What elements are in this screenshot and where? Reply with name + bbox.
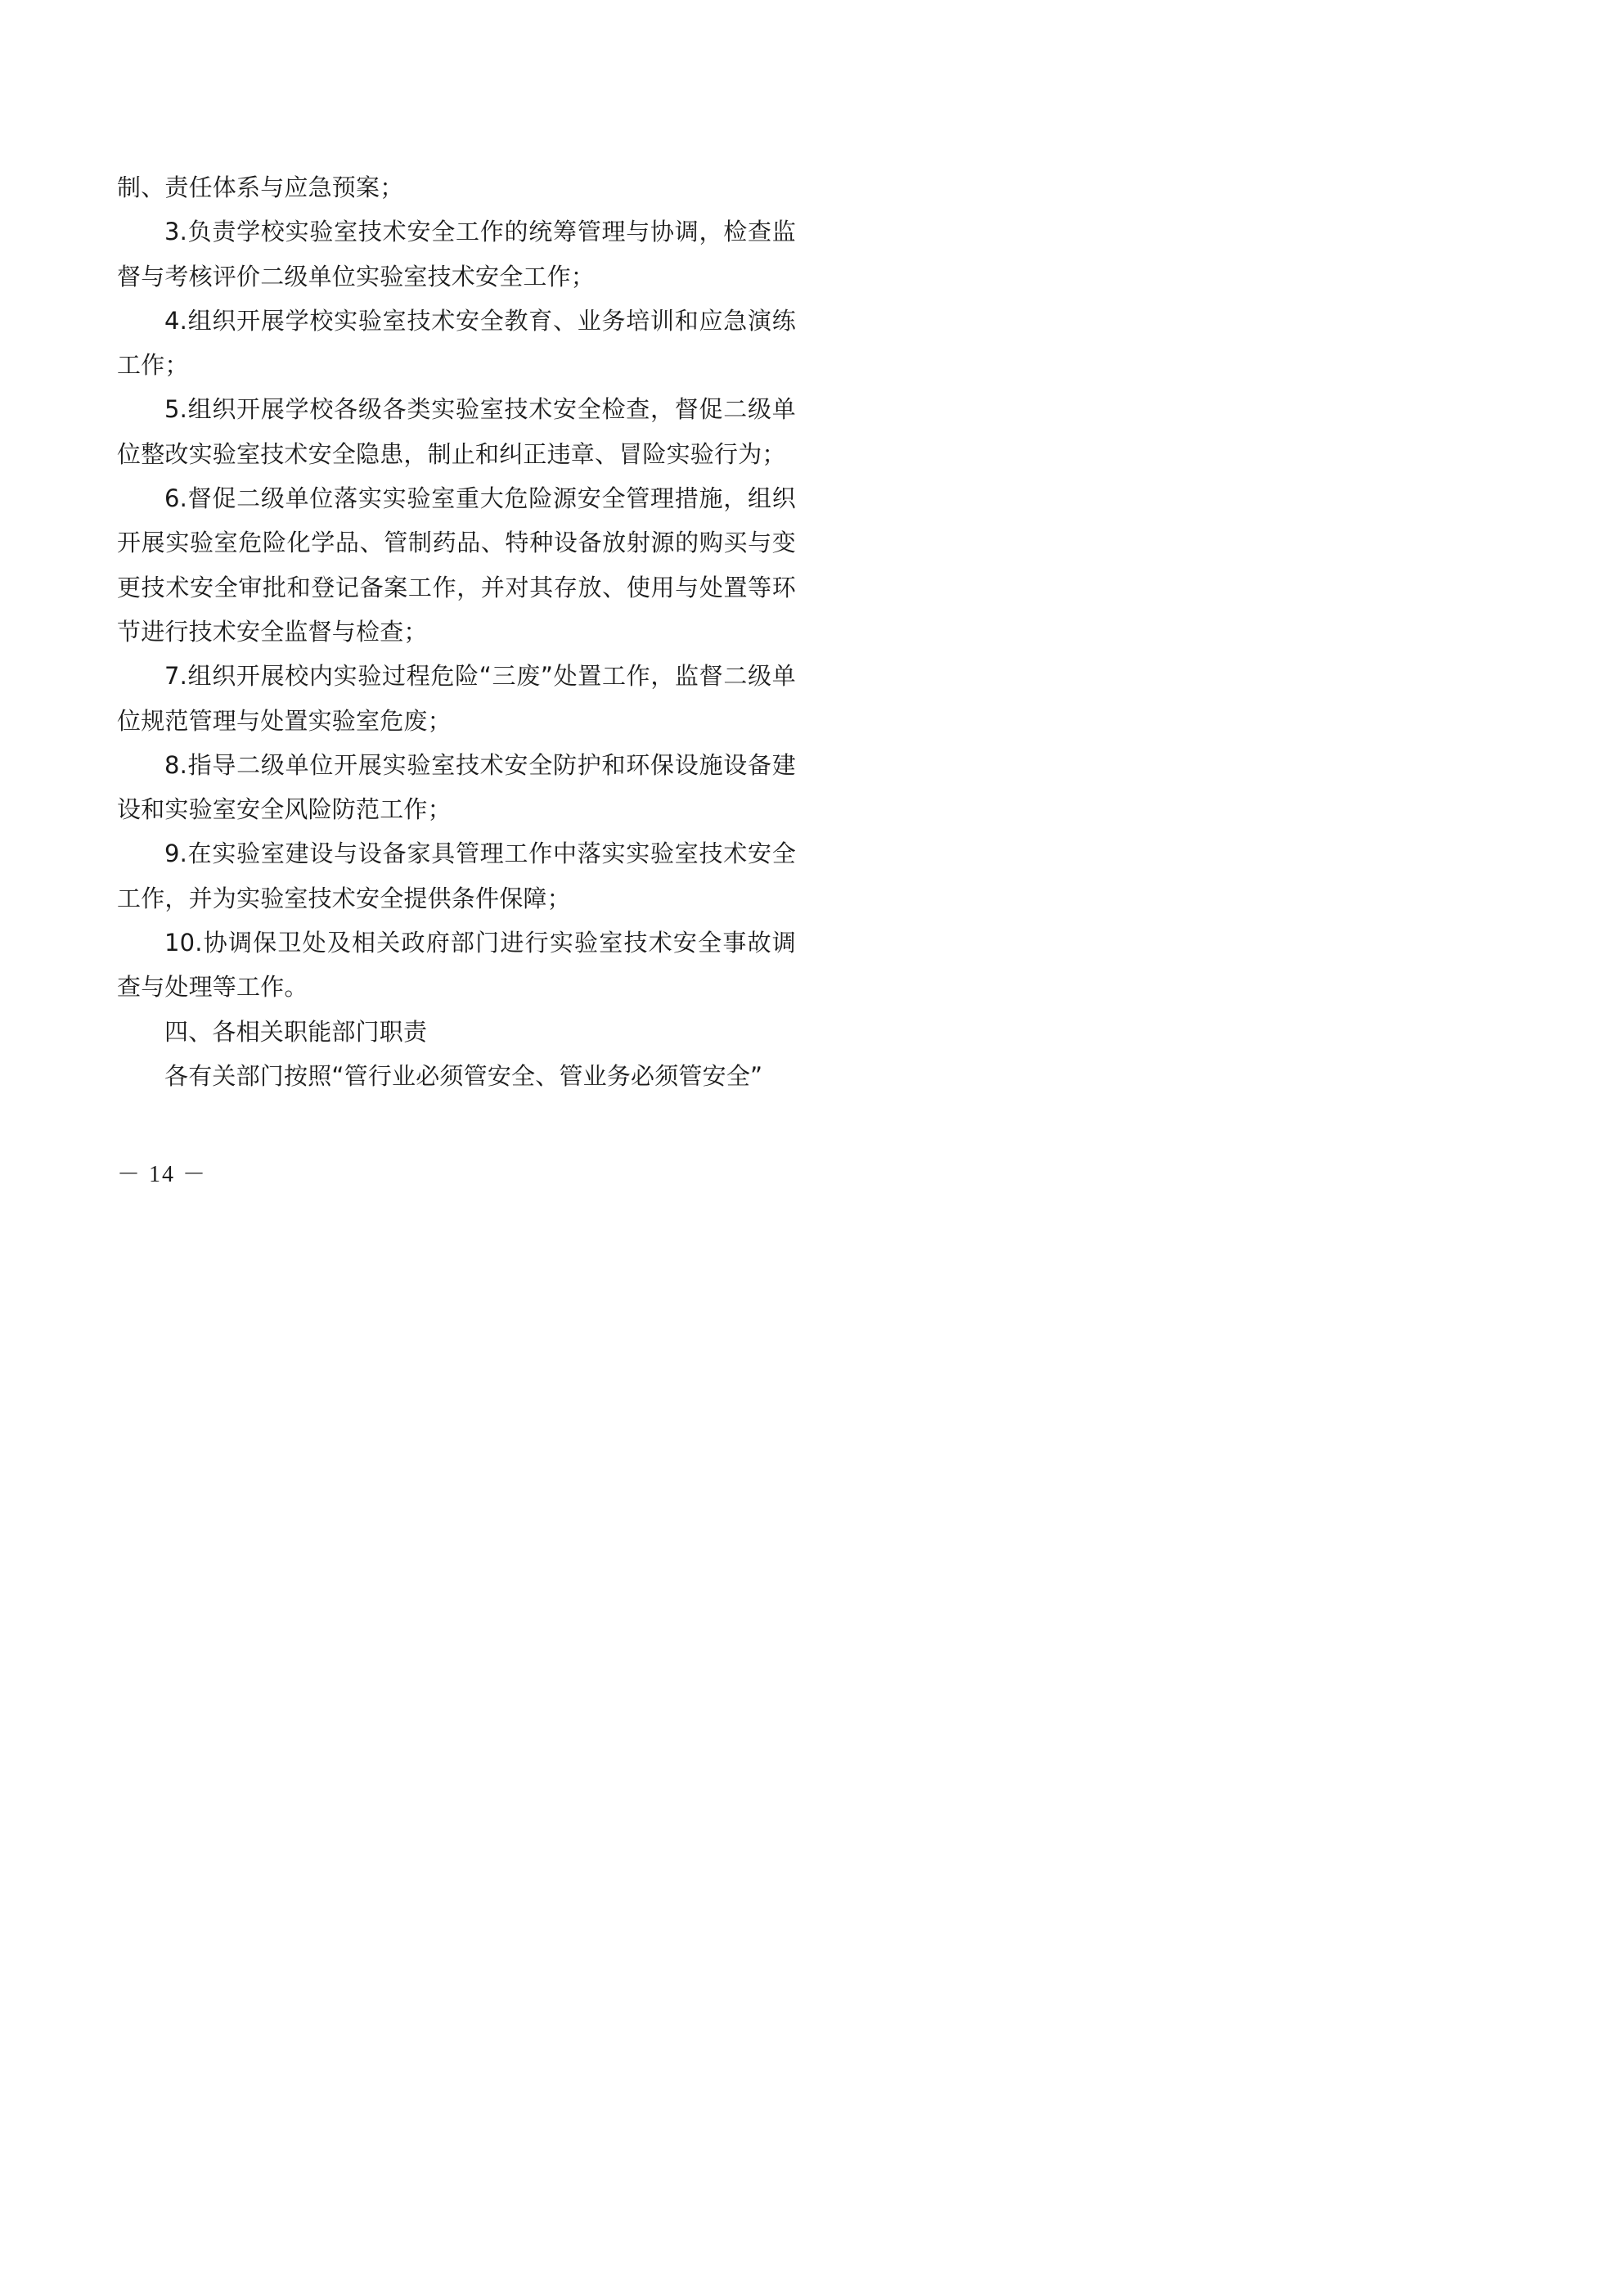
paragraph: 制、责任体系与应急预案；: [117, 173, 404, 201]
paragraph: 5.组织开展学校各级各类实验室技术安全检查，督促二级单位整改实验室技术安全隐患，制止和纠正违章、冒险实验行为；: [117, 395, 796, 468]
section-heading: 四、各相关职能部门职责: [164, 1017, 428, 1046]
paragraph: 7.组织开展校内实验过程危险“三废”处置工作，监督二级单位规范管理与处置实验室危废；: [117, 662, 796, 735]
document-body: [117, 165, 796, 1098]
paragraph: 3.负责学校实验室技术安全工作的统筹管理与协调，检查监督与考核评价二级单位实验室技术安全工作；: [117, 218, 796, 290]
paragraph: 8.指导二级单位开展实验室技术安全防护和环保设施设备建设和实验室安全风险防范工作；: [117, 750, 796, 824]
page-number: － 14 －: [117, 1162, 208, 1187]
paragraph: 10.协调保卫处及相关政府部门进行实验室技术安全事故调查与处理等工作。: [117, 929, 796, 1002]
paragraph: 6.督促二级单位落实实验室重大危险源安全管理措施，组织开展实验室危险化学品、管制药品、特种设备放射源的购买与变更技术安全审批和登记备案工作，并对其存放、使用与处置等环节进行技术安全监督与检查；: [117, 484, 796, 646]
paragraph: 9.在实验室建设与设备家具管理工作中落实实验室技术安全工作，并为实验室技术安全提供条件保障；: [117, 840, 796, 912]
paragraph: 各有关部门按照“管行业必须管安全、管业务必须管安全”: [164, 1061, 763, 1090]
paragraph: 4.组织开展学校实验室技术安全教育、业务培训和应急演练工作；: [117, 306, 796, 380]
